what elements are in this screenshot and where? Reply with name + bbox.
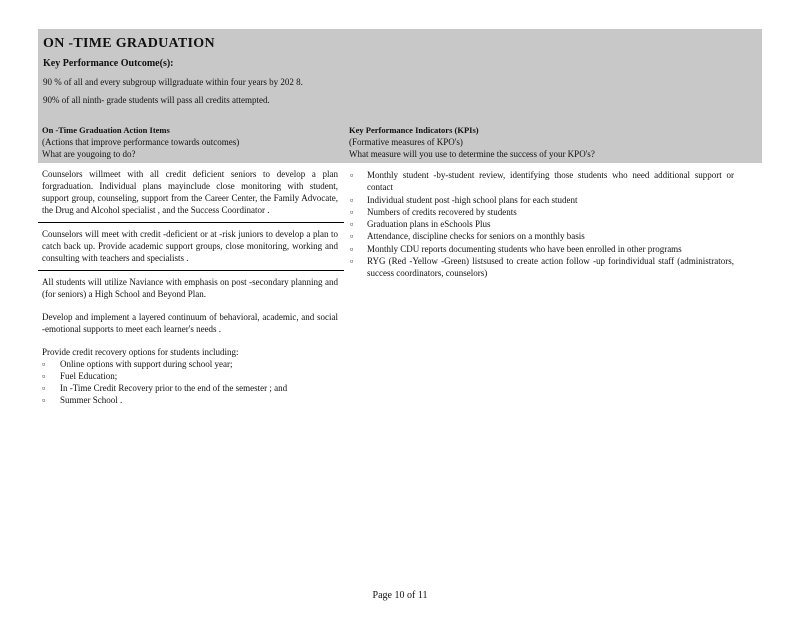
action-cell xyxy=(38,271,344,412)
outcome-1: 90 % of all and every subgroup willgraduate within four years by 202 8. xyxy=(43,77,303,87)
action-text: Counselors willmeet with all credit deficient seniors to develop a plan forgraduation. Individual plans mayinclude close monitoring with student, support group, counseling, support from the Career Center, the Family Advocate, the Drug and Alcohol specialist , and the Success Coordinator . xyxy=(42,169,338,215)
action-items-question: What are yougoing to do? xyxy=(42,149,136,159)
credit-recovery-list xyxy=(42,358,338,406)
list-item: ▫ Monthly student -by-student review, identifying those students who need additional support or contact xyxy=(350,169,734,194)
list-item: ▫ Online options with support during school year; xyxy=(42,358,338,370)
page-title: ON -TIME GRADUATION xyxy=(43,36,215,51)
list-item: ▫ Monthly CDU reports documenting students who have been enrolled in other programs xyxy=(350,243,734,255)
list-item: ▫ In -Time Credit Recovery prior to the end of the semester ; and xyxy=(42,382,338,394)
action-text: Provide credit recovery options for students including: xyxy=(42,347,239,357)
kpi-column xyxy=(350,169,734,280)
page-number: Page 10 of 11 xyxy=(372,590,428,601)
action-cell xyxy=(38,163,344,223)
action-items-column xyxy=(38,163,344,412)
list-item: ▫ Individual student post -high school plans for each student xyxy=(350,194,734,206)
list-item: ▫ Graduation plans in eSchools Plus xyxy=(350,218,734,230)
action-text: All students will utilize Naviance with emphasis on post -secondary planning and (for seniors) a High School and Beyond Plan. xyxy=(42,277,338,299)
action-text: Develop and implement a layered continuum of behavioral, academic, and social -emotional supports to meet each learner's needs . xyxy=(42,312,338,334)
kpi-heading: Key Performance Indicators (KPIs) xyxy=(349,125,479,135)
list-item: ▫ Summer School . xyxy=(42,394,338,406)
kpi-subheading: (Formative measures of KPO's) xyxy=(349,137,463,147)
action-items-heading: On -Time Graduation Action Items xyxy=(42,125,170,135)
kpo-label: Key Performance Outcome(s): xyxy=(43,58,174,69)
list-item: ▫ Attendance, discipline checks for seniors on a monthly basis xyxy=(350,230,734,242)
action-text: Counselors will meet with credit -deficient or at -risk juniors to develop a plan to catch back up. Provide academic support groups, close monitoring, working and consulting with teachers and specialists . xyxy=(42,229,338,263)
kpi-header xyxy=(349,124,595,160)
list-item: ▫ RYG (Red -Yellow -Green) listsused to create action follow -up forindividual staff (administrators, success coordinators, counselors) xyxy=(350,255,734,280)
kpi-list xyxy=(350,169,734,280)
action-items-subheading: (Actions that improve performance towards outcomes) xyxy=(42,137,240,147)
action-items-header xyxy=(42,124,239,160)
list-item: ▫ Numbers of credits recovered by students xyxy=(350,206,734,218)
list-item: ▫ Fuel Education; xyxy=(42,370,338,382)
action-cell xyxy=(38,223,344,271)
outcome-2: 90% of all ninth- grade students will pass all credits attempted. xyxy=(43,95,270,105)
kpi-question: What measure will you use to determine the success of your KPO's? xyxy=(349,149,595,159)
